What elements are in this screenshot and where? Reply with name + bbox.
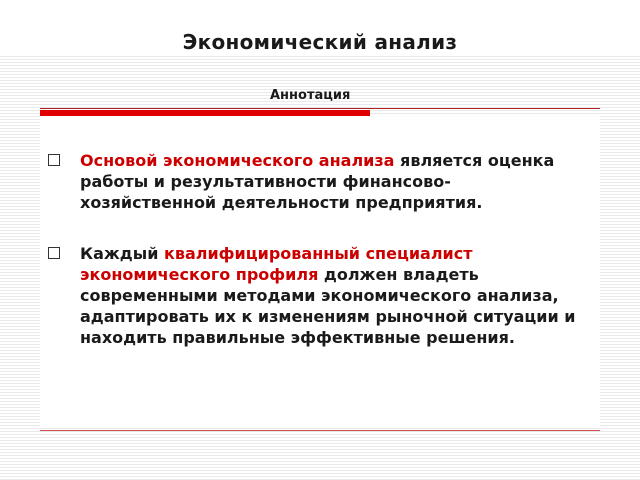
subtitle: Аннотация — [270, 88, 351, 103]
bullet-item-1 — [48, 150, 578, 213]
bullet-2-highlight: квалифицированный специалист экономического профиля — [80, 244, 473, 284]
bullet-list — [48, 150, 578, 348]
bullet-2-lead: Каждый — [80, 244, 164, 263]
hollow-square-bullet-icon — [48, 247, 60, 259]
header-divider-thin — [40, 108, 600, 109]
page-title: Экономический анализ — [182, 30, 458, 54]
bullet-item-2 — [48, 243, 578, 348]
header-divider-accent — [40, 110, 370, 116]
hollow-square-bullet-icon — [48, 154, 60, 166]
bullet-1-highlight: Основой экономического анализа — [80, 151, 395, 170]
footer-divider — [40, 430, 600, 431]
bullet-2-text: должен владеть современными методами экономического анализа, адаптировать их к изменениям рыночной ситуации и находить правильные эффективные решения. — [80, 265, 576, 347]
bullet-1-text: является оценка работы и результативности финансово-хозяйственной деятельности предприятия. — [80, 151, 555, 212]
